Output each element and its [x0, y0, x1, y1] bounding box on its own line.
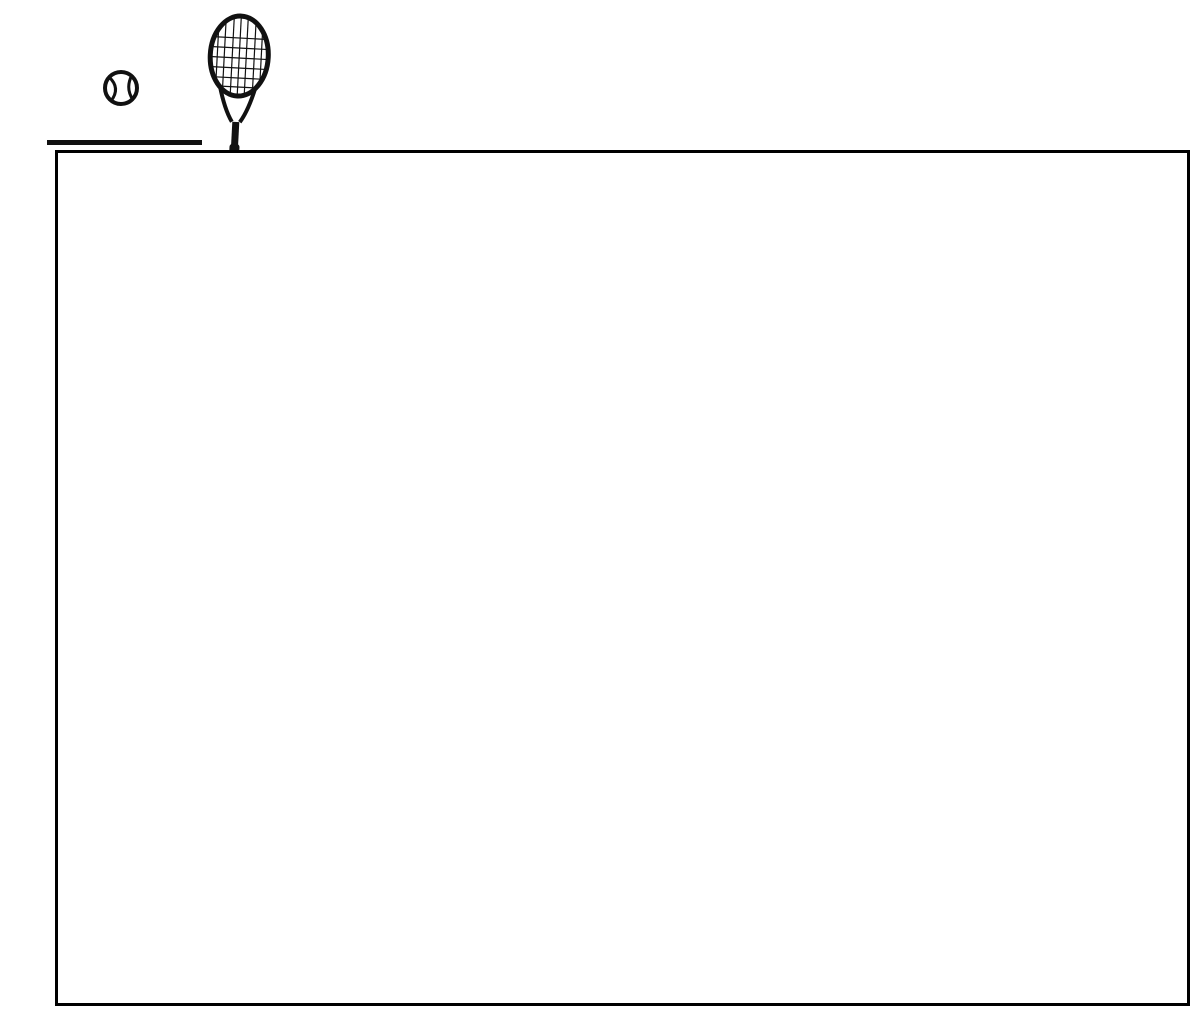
league-table [55, 150, 1190, 1006]
logo-underline [47, 140, 202, 145]
tennis-ball-icon [101, 68, 141, 108]
atl-logo [45, 12, 295, 152]
tennis-racket-icon [193, 10, 283, 158]
